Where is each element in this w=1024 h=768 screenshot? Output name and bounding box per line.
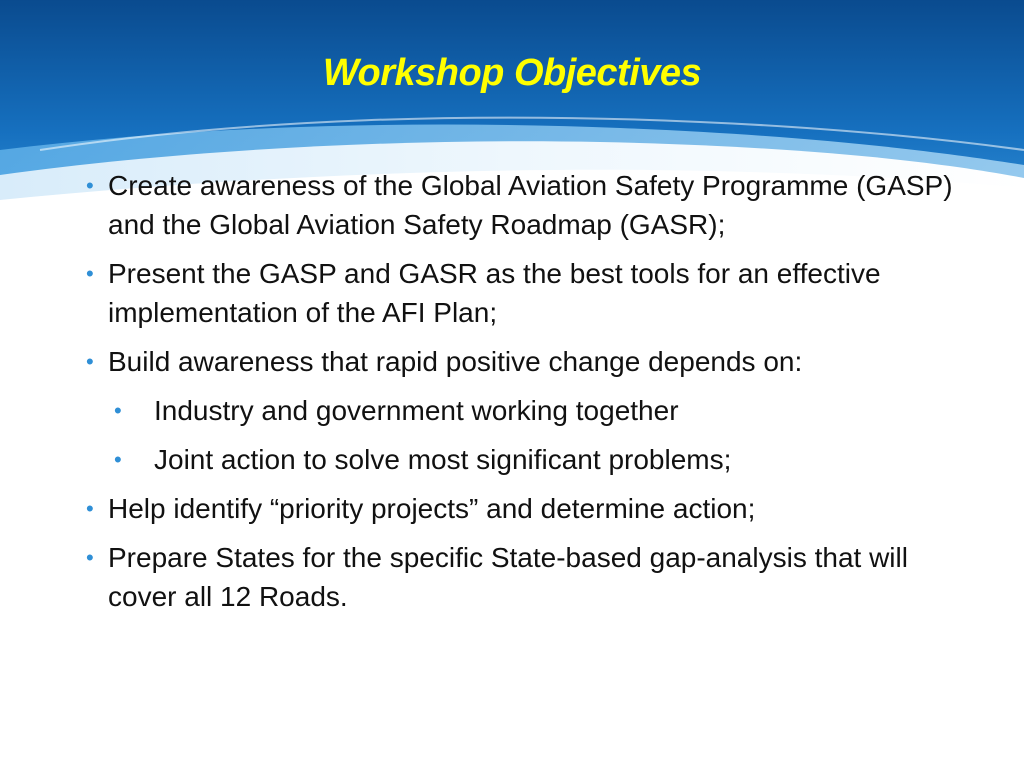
bullet-dot-icon: • [86, 261, 94, 286]
bullet-item [80, 342, 980, 381]
bullet-list [80, 166, 980, 616]
bullet-item [80, 166, 980, 244]
bullet-text: Joint action to solve most significant problems; [154, 444, 732, 475]
bullet-item [80, 538, 980, 616]
bullet-dot-icon: • [86, 173, 94, 198]
bullet-text: Help identify “priority projects” and determine action; [108, 493, 756, 524]
bullet-text: Present the GASP and GASR as the best tools for an effective implementation of the AFI Plan; [108, 258, 881, 328]
bullet-item [80, 489, 980, 528]
sub-bullet-item [80, 391, 980, 430]
bullet-dot-icon: • [114, 398, 122, 423]
bullet-dot-icon: • [86, 545, 94, 570]
bullet-dot-icon: • [86, 496, 94, 521]
bullet-text: Industry and government working together [154, 395, 679, 426]
bullet-item [80, 254, 980, 332]
slide-title: Workshop Objectives [322, 52, 702, 94]
sub-bullet-item [80, 440, 980, 479]
slide-content [80, 166, 980, 626]
bullet-dot-icon: • [86, 349, 94, 374]
bullet-text: Create awareness of the Global Aviation Safety Programme (GASP) and the Global Aviation Safety Roadmap (GASR); [108, 170, 953, 240]
bullet-dot-icon: • [114, 447, 122, 472]
bullet-text: Build awareness that rapid positive change depends on: [108, 346, 803, 377]
bullet-text: Prepare States for the specific State-based gap-analysis that will cover all 12 Roads. [108, 542, 908, 612]
